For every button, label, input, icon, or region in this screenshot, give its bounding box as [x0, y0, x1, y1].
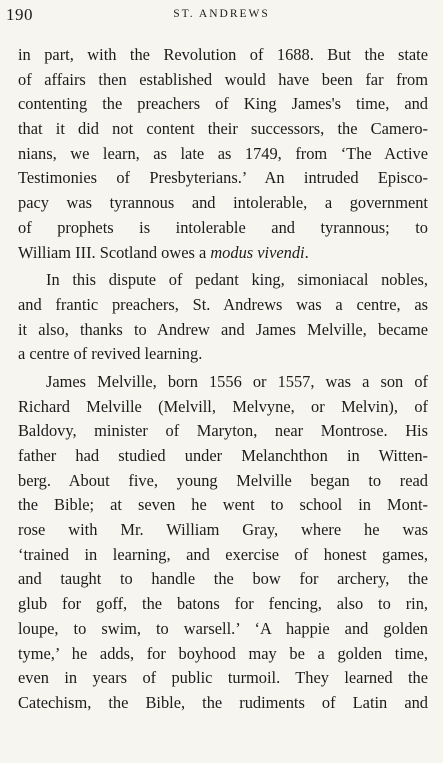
text-line: In this dispute of pedant king, simoniacal nobles, — [46, 270, 428, 290]
text-line: even in years of public turmoil. They learned the — [18, 668, 428, 688]
text-line: glub for goff, the batons for fencing, also to rin, — [18, 594, 428, 614]
paragraph — [18, 370, 428, 716]
paragraph — [18, 268, 428, 367]
running-head: ST. ANDREWS — [173, 8, 270, 20]
text-line: Testimonies of Presbyterians.’ An intruded Episco- — [18, 168, 428, 188]
text-line: it also, thanks to Andrew and James Melville, became — [18, 319, 428, 339]
text-line: Baldovy, minister of Maryton, near Montrose. His — [18, 421, 428, 441]
text-line: loupe, to swim, to warsell.’ ‘A happie and golden — [18, 618, 428, 638]
text-line: nians, we learn, as late as 1749, from ‘The Active — [18, 143, 428, 163]
text-line: of prophets is intolerable and tyrannous; to — [18, 217, 428, 237]
text-line: that it did not content their successors, the Camero- — [18, 119, 428, 139]
text-line — [18, 241, 428, 266]
text-line: tyme,’ he adds, for boyhood may be a golden time, — [18, 643, 428, 663]
text-segment: . — [304, 242, 309, 262]
page-header — [0, 4, 443, 26]
text-line: a centre of revived learning. — [18, 344, 203, 364]
page-number: 190 — [6, 5, 33, 24]
text-line: in part, with the Revolution of 1688. But the state — [18, 45, 428, 64]
text-line: of affairs then established would have been far from — [18, 69, 428, 89]
text-line: and taught to handle the bow for archery, the — [18, 569, 428, 589]
italic-phrase: modus vivendi — [210, 242, 305, 262]
body-text — [18, 43, 428, 716]
text-line: the Bible; at seven he went to school in Mont- — [18, 495, 428, 515]
text-line: berg. About five, young Melville began to read — [18, 470, 428, 490]
text-line: and frantic preachers, St. Andrews was a centre, as — [18, 294, 428, 314]
text-line: James Melville, born 1556 or 1557, was a son of — [46, 371, 428, 391]
text-line: Catechism, the Bible, the rudiments of Latin and — [18, 692, 428, 712]
text-line: father had studied under Melanchthon in Witten- — [18, 446, 428, 465]
paragraph — [18, 43, 428, 265]
text-line: ‘trained in learning, and exercise of honest games, — [18, 544, 428, 564]
text-segment: William III. Scotland owes a — [18, 242, 211, 262]
text-line: Richard Melville (Melvill, Melvyne, or Melvin), of — [18, 396, 428, 416]
text-line: rose with Mr. William Gray, where he was — [18, 520, 428, 540]
text-line: pacy was tyrannous and intolerable, a government — [18, 193, 428, 213]
text-line: contenting the preachers of King James's time, and — [18, 94, 428, 114]
